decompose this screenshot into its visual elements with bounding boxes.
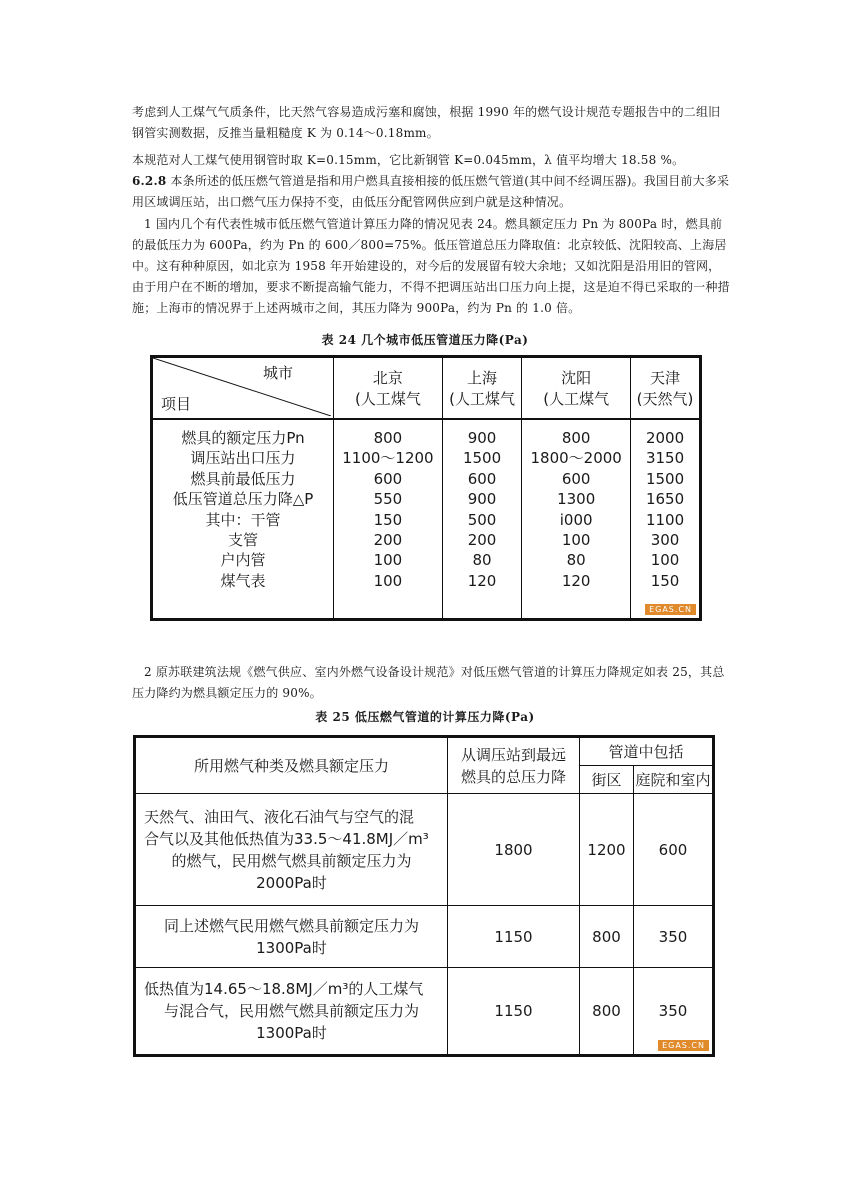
table-row (136, 794, 713, 906)
header-gas-type: 所用燃气种类及燃具额定压力 (136, 738, 448, 794)
cell-total: 1800 (448, 794, 580, 906)
watermark-logo: EGAS.CN (645, 604, 696, 615)
header-yard-indoor: 庭院和室内 (634, 766, 713, 794)
cell-street: 800 (580, 968, 634, 1055)
paragraph-steel-pipe: 本规范对人工煤气使用钢管时取 K=0.15mm，它比新钢管 K=0.045mm，λ 值平均增大 18.58 %。 (132, 153, 685, 167)
cell-yard: 600 (634, 794, 713, 906)
table25-header-row (136, 738, 713, 766)
paragraph-roughness: 考虑到人工煤气气质条件，比天然气容易造成污塞和腐蚀，根据 1990 年的燃气设计规范专题报告中的二组旧钢管实测数据，反推当量粗糙度 K 为 0.14～0.18mm。 (132, 105, 721, 140)
row-description: 同上述燃气民用燃气燃具前额定压力为 1300Pa时 (136, 906, 448, 968)
cell-yard: 350 (634, 968, 713, 1055)
section-text: 本条所述的低压燃气管道是指和用户燃具直接相接的低压燃气管道(其中间不经调压器)。我国目前大多采用区域调压站，出口燃气压力保持不变，由低压分配管网供应到户就是这种情况。 (132, 174, 730, 209)
paragraph-soviet-code: 2 原苏联建筑法规《燃气供应、室内外燃气设备设计规范》对低压燃气管道的计算压力降规定如表 25，其总压力降约为燃具额定压力的 90%。 (132, 665, 725, 700)
paragraph-domestic-cities: 1 国内几个有代表性城市低压燃气管道计算压力降的情况见表 24。燃具额定压力 Pn 为 800Pa 时，燃具前的最低压力为 600Pa，约为 Pn 的 600／800=75%。低压管道总压力降取值：北京较低、沈阳较高、上海居中。这有种种原因，如北京为 1958 年开始建设的，对今后的发展留有较大余地；又如沈阳是沿用旧的管网，由于用户在不断的增加，要求不断提高输气能力，不得不把调压站出口压力向上提，这是迫不得已采取的一种措施；上海市的情况界于上述两城市之间，其压力降为 900Pa，约为 Pn 的 1.0 倍。 (132, 217, 730, 315)
table24-col-shenyang: 800 1800～2000 600 1300 i000 100 80 120 (522, 419, 631, 619)
header-pipe-includes: 管道中包括 (580, 738, 713, 766)
watermark-logo: EGAS.CN (658, 1040, 709, 1051)
row-label: 燃具前最低压力 (190, 469, 296, 488)
table24 (150, 355, 702, 621)
row-description: 天然气、油田气、液化石油气与空气的混 合气以及其他低热值为33.5～41.8MJ／m³ 的燃气，民用燃气燃具前额定压力为 2000Pa时 (136, 794, 448, 906)
row-label: 户内管 (220, 551, 266, 570)
cell-total: 1150 (448, 906, 580, 968)
row-label: 调压站出口压力 (190, 449, 296, 468)
row-label: 煤气表 (220, 571, 266, 590)
table24-corner-cell (153, 358, 334, 420)
corner-label-item: 项目 (161, 395, 192, 413)
table24-caption: 表 24 几个城市低压管道压力降(Pa) (321, 333, 529, 347)
cell-yard: 350 (634, 906, 713, 968)
table24-header-row (153, 358, 700, 420)
column-header-shenyang: 沈阳 (人工煤气 (522, 358, 631, 420)
paragraph-6-2-8 (132, 171, 732, 213)
cell-total: 1150 (448, 968, 580, 1055)
section-number: 6.2.8 (132, 174, 167, 188)
table24-col-shanghai: 900 1500 600 900 500 200 80 120 (442, 419, 521, 619)
row-label: 支管 (227, 531, 258, 550)
column-header-shanghai: 上海 (人工煤气 (442, 358, 521, 420)
table24-col-tianjin: 2000 3150 1500 1650 1100 300 100 150 (631, 419, 700, 619)
table-row (136, 906, 713, 968)
row-label: 其中：干管 (205, 510, 281, 529)
header-total-drop: 从调压站到最远 燃具的总压力降 (448, 738, 580, 794)
table24-body (153, 419, 700, 619)
column-header-tianjin: 天津 (天然气) (631, 358, 700, 420)
header-street: 街区 (580, 766, 634, 794)
table-row (136, 968, 713, 1055)
table25 (133, 735, 715, 1057)
cell-street: 800 (580, 906, 634, 968)
row-label: 低压管道总压力降△P (172, 490, 314, 509)
table24-row-labels (153, 419, 334, 619)
table24-col-beijing: 800 1100～1200 600 550 150 200 100 100 (334, 419, 443, 619)
corner-label-city: 城市 (262, 364, 293, 382)
cell-street: 1200 (580, 794, 634, 906)
row-label: 燃具的额定压力Pn (181, 429, 305, 447)
column-header-beijing: 北京 (人工煤气 (334, 358, 443, 420)
table25-caption: 表 25 低压燃气管道的计算压力降(Pa) (315, 710, 535, 724)
row-description: 低热值为14.65～18.8MJ／m³的人工煤气 与混合气，民用燃气燃具前额定压力为 1300Pa时 (136, 968, 448, 1055)
